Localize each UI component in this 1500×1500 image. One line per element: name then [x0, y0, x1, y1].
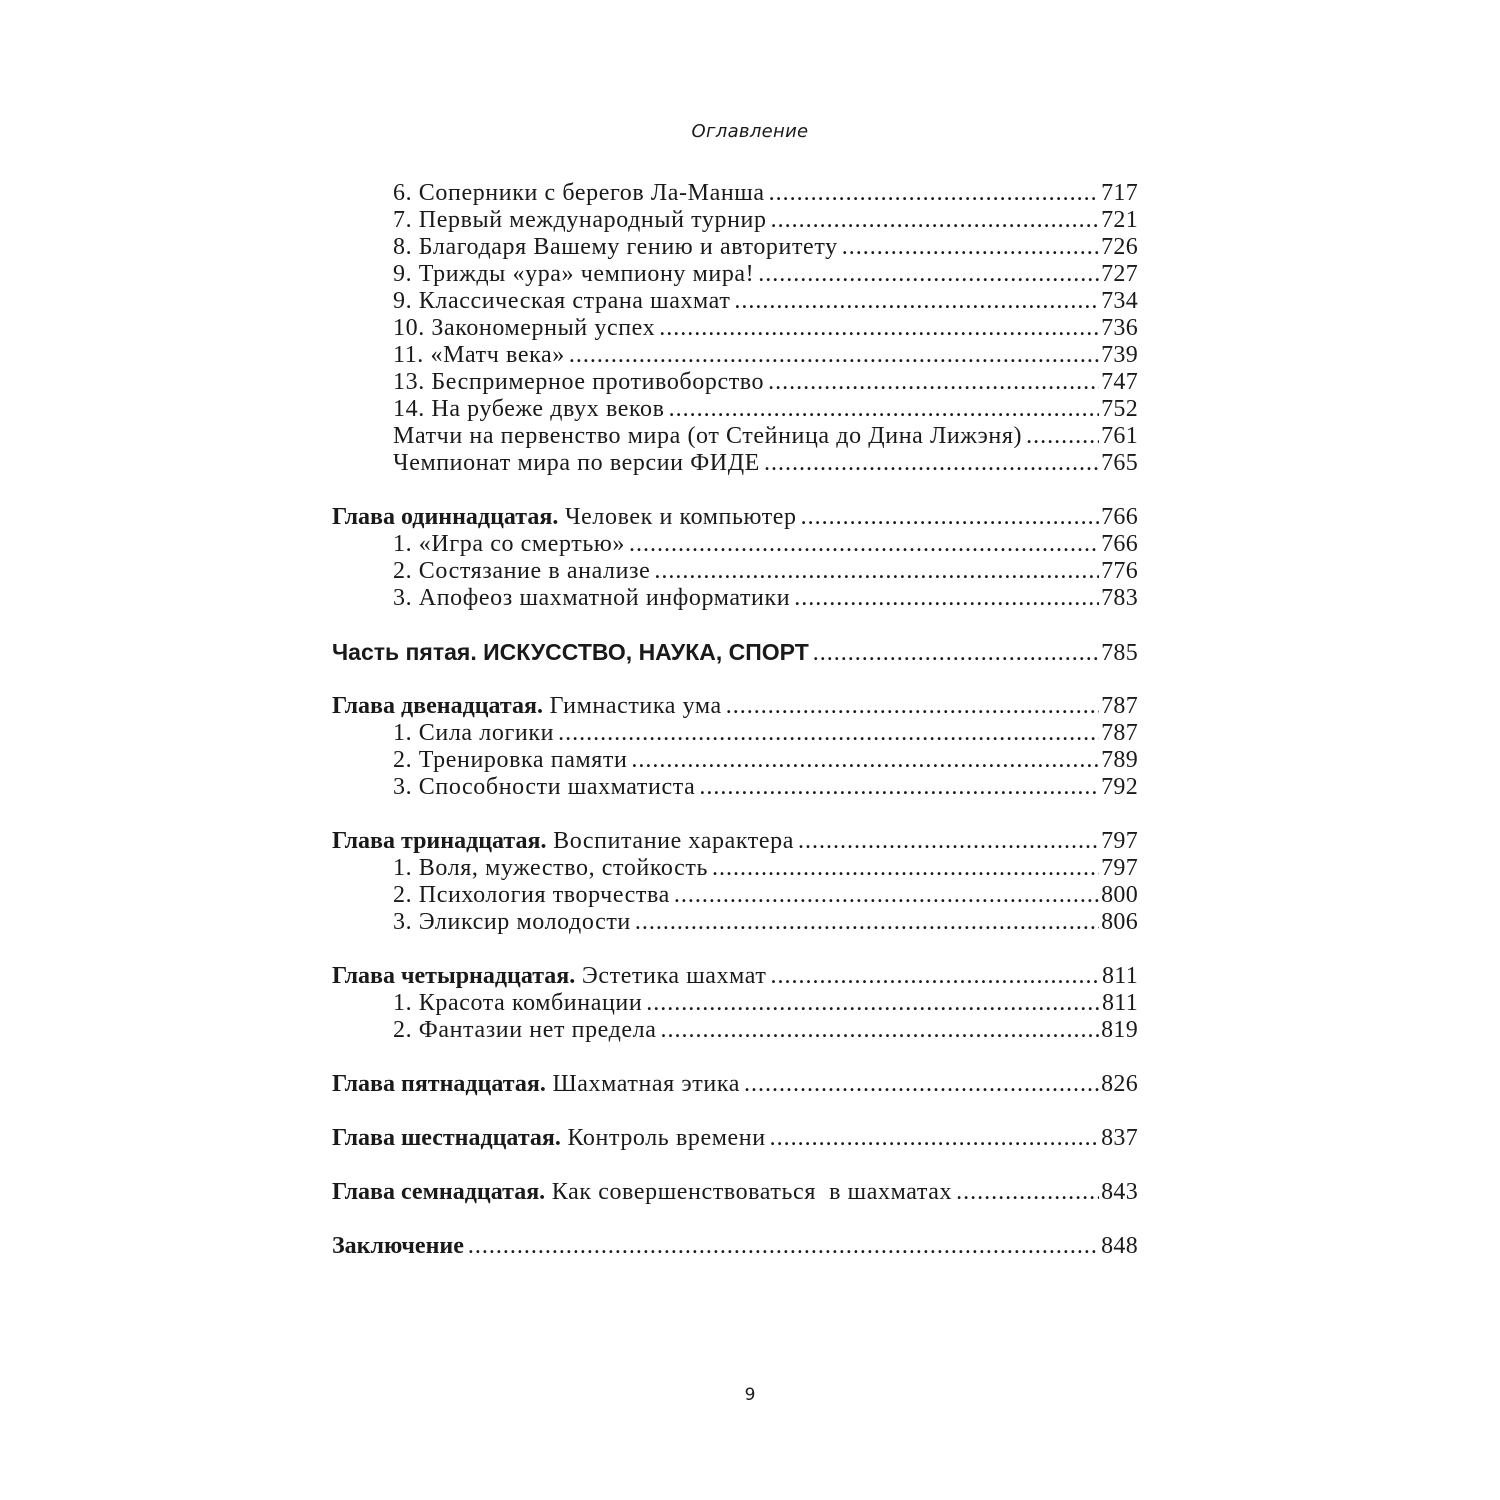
- toc-entry-title: 8. Благодаря Вашему гению и авторитету: [393, 234, 838, 260]
- toc-conclusion-entry[interactable]: [332, 1233, 1138, 1260]
- dot-leader: [801, 504, 1099, 531]
- toc-entry-title: 13. Беспримерное противоборство: [393, 369, 765, 395]
- toc-entry[interactable]: [332, 315, 1138, 342]
- toc-entry-title: Шахматная этика: [552, 1071, 740, 1097]
- toc-entry-page: 811: [1101, 990, 1138, 1016]
- toc-entry-title: 14. На рубеже двух веков: [393, 396, 665, 422]
- dot-leader: [1026, 423, 1099, 450]
- toc-entry[interactable]: [332, 261, 1138, 288]
- toc-entry-page: 739: [1101, 342, 1138, 368]
- toc-entry[interactable]: [332, 585, 1138, 612]
- toc-chapter-label: Глава пятнадцатая.: [332, 1071, 546, 1097]
- toc-entry-page: 792: [1101, 774, 1138, 800]
- toc-entry-title: 3. Эликсир молодости: [393, 909, 631, 935]
- toc-entry-page: 806: [1101, 909, 1138, 935]
- toc-entry-title: Как совершенствоваться в шахматах: [551, 1179, 953, 1205]
- dot-leader: [654, 558, 1099, 585]
- toc-entry-page: 717: [1101, 180, 1138, 206]
- toc-entry-title: Гимнастика ума: [549, 693, 722, 719]
- toc-chapter-label: Глава четырнадцатая.: [332, 963, 576, 989]
- toc-entry-title: 9. Трижды «ура» чемпиону мира!: [393, 261, 755, 287]
- toc-entry-page: 734: [1101, 288, 1138, 314]
- toc-entry[interactable]: [332, 720, 1138, 747]
- toc-entry[interactable]: [332, 450, 1138, 477]
- toc-entry[interactable]: [332, 180, 1138, 207]
- toc-entry[interactable]: [332, 990, 1138, 1017]
- dot-leader: [569, 342, 1099, 369]
- toc-chapter-entry[interactable]: [332, 963, 1138, 990]
- toc-entry-page: 819: [1101, 1017, 1138, 1043]
- table-of-contents: [332, 180, 1138, 1260]
- toc-entry-page: 789: [1101, 747, 1138, 773]
- toc-entry-title: Заключение: [332, 1233, 464, 1259]
- toc-entry-page: 765: [1101, 450, 1138, 476]
- toc-entry-page: 797: [1101, 828, 1138, 854]
- toc-chapter-entry[interactable]: [332, 504, 1138, 531]
- dot-leader: [734, 288, 1099, 315]
- toc-entry[interactable]: [332, 423, 1138, 450]
- toc-entry-title: 3. Апофеоз шахматной информатики: [393, 585, 791, 611]
- toc-entry-page: 787: [1101, 693, 1138, 719]
- toc-entry-page: 848: [1101, 1233, 1138, 1259]
- dot-leader: [558, 720, 1099, 747]
- toc-entry[interactable]: [332, 369, 1138, 396]
- running-header: Оглавление: [691, 121, 809, 142]
- toc-entry-title: 1. Воля, мужество, стойкость: [393, 855, 708, 881]
- page-number: 9: [744, 1385, 756, 1405]
- dot-leader: [712, 855, 1099, 882]
- toc-entry-page: 752: [1101, 396, 1138, 422]
- toc-entry[interactable]: [332, 342, 1138, 369]
- dot-leader: [764, 450, 1099, 477]
- toc-entry[interactable]: [332, 882, 1138, 909]
- toc-entry-page: 747: [1101, 369, 1138, 395]
- dot-leader: [635, 909, 1099, 936]
- dot-leader: [794, 585, 1099, 612]
- toc-part-entry[interactable]: [332, 639, 1138, 666]
- toc-entry-page: 783: [1101, 585, 1138, 611]
- toc-entry-page: 797: [1101, 855, 1138, 881]
- toc-entry[interactable]: [332, 774, 1138, 801]
- dot-leader: [842, 234, 1099, 261]
- dot-leader: [770, 1125, 1099, 1152]
- toc-entry-title: 2. Фантазии нет предела: [393, 1017, 657, 1043]
- toc-chapter-label: Глава двенадцатая.: [332, 693, 543, 719]
- toc-entry[interactable]: [332, 558, 1138, 585]
- dot-leader: [798, 828, 1099, 855]
- toc-entry-page: 726: [1101, 234, 1138, 260]
- dot-leader: [769, 180, 1099, 207]
- toc-entry-title: Эстетика шахмат: [581, 963, 767, 989]
- toc-entry-title: 7. Первый международный турнир: [393, 207, 767, 233]
- toc-entry-title: Матчи на первенство мира (от Стейница до Дина Лижэня): [393, 423, 1023, 449]
- toc-chapter-entry[interactable]: [332, 828, 1138, 855]
- toc-chapter-label: Глава тринадцатая.: [332, 828, 547, 854]
- dot-leader: [771, 207, 1099, 234]
- toc-entry-page: 811: [1101, 963, 1138, 989]
- dot-leader: [768, 369, 1099, 396]
- dot-leader: [813, 640, 1099, 667]
- dot-leader: [674, 882, 1099, 909]
- toc-entry-title: 6. Соперники с берегов Ла-Манша: [393, 180, 765, 206]
- toc-part-title: ИСКУССТВО, НАУКА, СПОРТ: [483, 639, 809, 665]
- toc-entry-page: 736: [1101, 315, 1138, 341]
- toc-entry[interactable]: [332, 855, 1138, 882]
- dot-leader: [631, 747, 1099, 774]
- toc-entry-page: 826: [1101, 1071, 1138, 1097]
- dot-leader: [659, 315, 1099, 342]
- toc-entry[interactable]: [332, 234, 1138, 261]
- toc-entry-page: 843: [1101, 1179, 1138, 1205]
- dot-leader: [699, 774, 1099, 801]
- dot-leader: [758, 261, 1099, 288]
- toc-entry-page: 766: [1101, 504, 1138, 530]
- toc-entry-page: 766: [1101, 531, 1138, 557]
- dot-leader: [468, 1233, 1099, 1260]
- toc-entry[interactable]: [332, 396, 1138, 423]
- dot-leader: [956, 1179, 1099, 1206]
- toc-entry[interactable]: [332, 288, 1138, 315]
- toc-entry-page: 721: [1101, 207, 1138, 233]
- toc-chapter-label: Глава семнадцатая.: [332, 1179, 546, 1205]
- dot-leader: [744, 1071, 1099, 1098]
- toc-entry[interactable]: [332, 1017, 1138, 1044]
- dot-leader: [771, 963, 1100, 990]
- toc-entry-page: 785: [1101, 640, 1138, 666]
- toc-chapter-entry[interactable]: [332, 693, 1138, 720]
- toc-chapter-entry[interactable]: [332, 1071, 1138, 1098]
- toc-entry[interactable]: [332, 747, 1138, 774]
- toc-chapter-entry[interactable]: [332, 1125, 1138, 1152]
- toc-entry-title: Чемпионат мира по версии ФИДЕ: [393, 450, 760, 476]
- dot-leader: [661, 1017, 1100, 1044]
- toc-entry-title: Контроль времени: [567, 1125, 766, 1151]
- dot-leader: [646, 990, 1100, 1017]
- toc-chapter-label: Глава одиннадцатая.: [332, 504, 559, 530]
- toc-entry-page: 787: [1101, 720, 1138, 746]
- toc-entry-title: 2. Состязание в анализе: [393, 558, 651, 584]
- toc-entry[interactable]: [332, 531, 1138, 558]
- toc-entry-page: 837: [1101, 1125, 1138, 1151]
- toc-entry-page: 776: [1101, 558, 1138, 584]
- toc-entry[interactable]: [332, 207, 1138, 234]
- toc-entry-title: 2. Тренировка памяти: [393, 747, 628, 773]
- toc-chapter-entry[interactable]: [332, 1179, 1138, 1206]
- toc-part-label: Часть пятая.: [332, 639, 477, 665]
- toc-entry-title: Воспитание характера: [553, 828, 794, 854]
- toc-entry[interactable]: [332, 909, 1138, 936]
- toc-entry-page: 800: [1101, 882, 1138, 908]
- toc-entry-title: 1. Сила логики: [393, 720, 555, 746]
- dot-leader: [726, 693, 1099, 720]
- dot-leader: [669, 396, 1100, 423]
- toc-entry-title: 9. Классическая страна шахмат: [393, 288, 731, 314]
- toc-entry-page: 761: [1101, 423, 1138, 449]
- toc-entry-page: 727: [1101, 261, 1138, 287]
- toc-entry-title: 10. Закономерный успех: [393, 315, 656, 341]
- dot-leader: [629, 531, 1099, 558]
- toc-chapter-label: Глава шестнадцатая.: [332, 1125, 561, 1151]
- toc-entry-title: 2. Психология творчества: [393, 882, 670, 908]
- toc-entry-title: Человек и компьютер: [564, 504, 797, 530]
- toc-entry-title: 11. «Матч века»: [393, 342, 565, 368]
- toc-entry-title: 1. «Игра со смертью»: [393, 531, 626, 557]
- toc-entry-title: 3. Способности шахматиста: [393, 774, 696, 800]
- toc-entry-title: 1. Красота комбинации: [393, 990, 643, 1016]
